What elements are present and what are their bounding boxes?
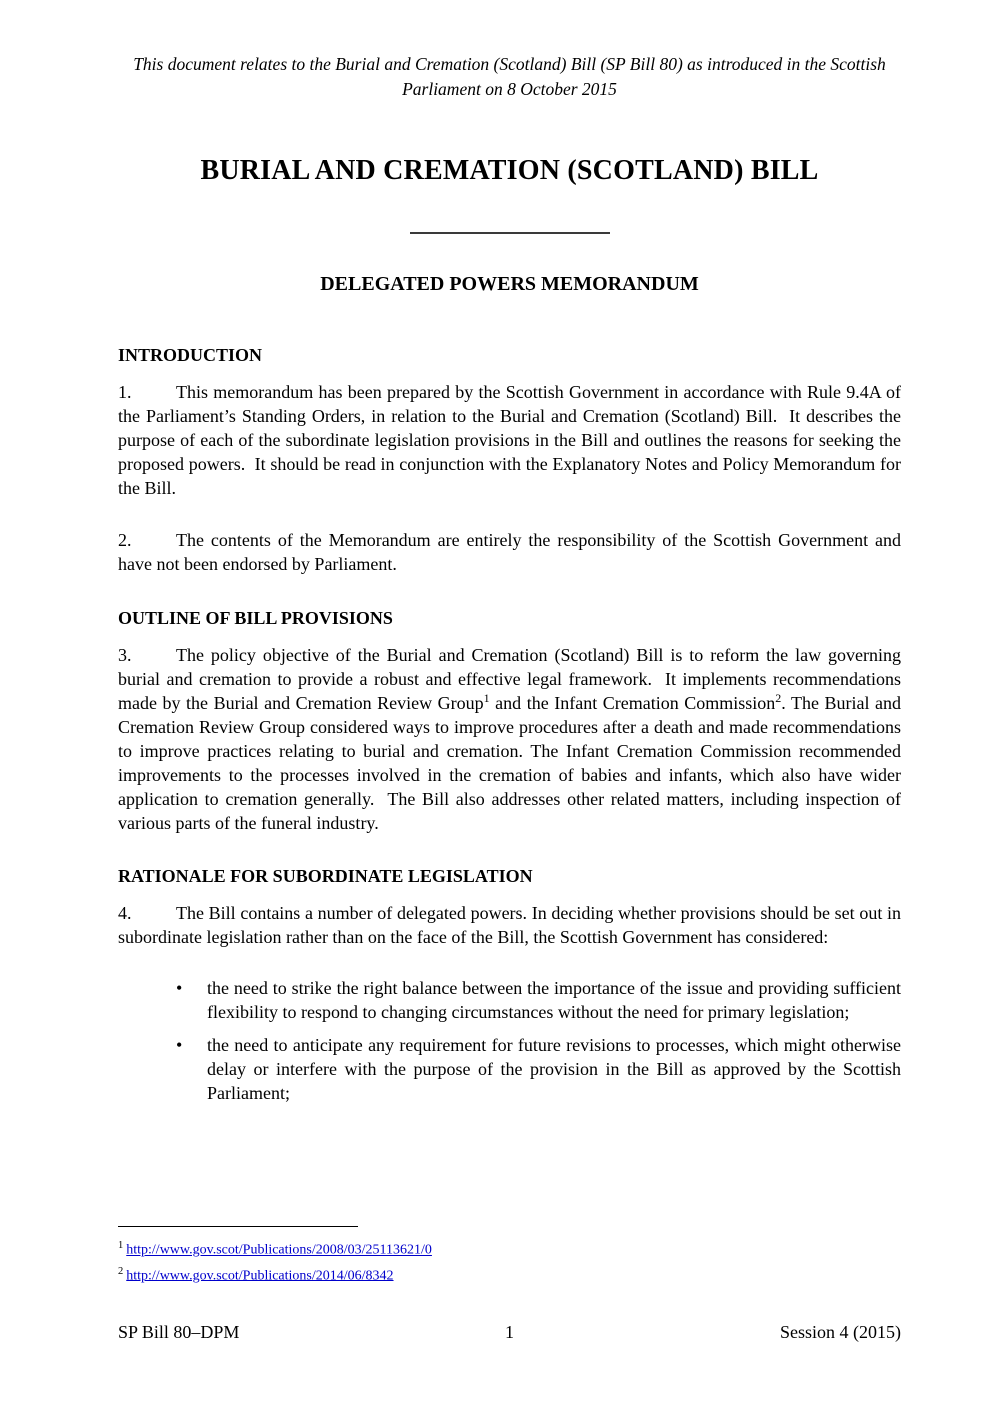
bullet-1-text: the need to strike the right balance between the importance of the issue and providing sufficient flexibility to respond to changing circumstances without the need for primary legislation;: [207, 978, 901, 1022]
paragraph-3-number: 3.: [118, 645, 132, 665]
footnote-1-link[interactable]: http://www.gov.scot/Publications/2008/03/25113621/0: [126, 1242, 432, 1258]
paragraph-4-text: The Bill contains a number of delegated powers. In deciding whether provisions should be set out in subordinate legislation rather than on the face of the Bill, the Scottish Government has considered:: [118, 903, 901, 947]
section-heading-introduction: INTRODUCTION: [118, 345, 263, 365]
paragraph-4-number: 4.: [118, 903, 132, 923]
footer-bill-reference: SP Bill 80–DPM: [118, 1322, 240, 1342]
bullet-icon: •: [176, 978, 183, 998]
list-item: [176, 976, 901, 1024]
paragraph-3-text-part1: The policy objective of the Burial and Cremation (Scotland) Bill is to reform the law governing burial and cremation to provide a robust and effective legal framework. It implements recommendations made by the Burial and Cremation Review Group: [118, 645, 901, 713]
footnote-ref-1: 1: [483, 691, 490, 705]
title-divider: [410, 232, 610, 234]
page-number: 1: [505, 1322, 514, 1342]
rationale-bullet-list: [118, 976, 901, 1105]
header-note: This document relates to the Burial and Cremation (Scotland) Bill (SP Bill 80) as introduced in the Scottish Parliament on 8 October 2015: [133, 54, 886, 99]
footnotes-area: [118, 1226, 432, 1286]
paragraph-3-text-part2: and the Infant Cremation Commission: [489, 693, 776, 713]
paragraph-1: [118, 380, 901, 500]
footer-session-label: Session 4 (2015): [780, 1322, 901, 1342]
paragraph-1-number: 1.: [118, 382, 132, 402]
paragraph-2-text: The contents of the Memorandum are entirely the responsibility of the Scottish Government and have not been endorsed by Parliament.: [118, 530, 901, 574]
footnote-2-link[interactable]: http://www.gov.scot/Publications/2014/06/8342: [126, 1268, 394, 1284]
paragraph-4: [118, 901, 901, 949]
paragraph-2-number: 2.: [118, 530, 132, 550]
section-heading-rationale: RATIONALE FOR SUBORDINATE LEGISLATION: [118, 866, 533, 886]
bullet-2-text: the need to anticipate any requirement for future revisions to processes, which might otherwise delay or interfere with the purpose of the provision in the Bill as approved by the Scottish Parliament;: [207, 1035, 901, 1103]
document-title: BURIAL AND CREMATION (SCOTLAND) BILL: [200, 155, 819, 186]
paragraph-1-text: This memorandum has been prepared by the Scottish Government in accordance with Rule 9.4A of the Parliament’s Standing Orders, in relation to the Burial and Cremation (Scotland) Bill. It describes the purpose of each of the subordinate legislation provisions in the Bill and outlines the reasons for seeking the proposed powers. It should be read in conjunction with the Explanatory Notes and Policy Memorandum for the Bill.: [118, 382, 901, 498]
list-item: [176, 1033, 901, 1105]
footnote-2-number: 2: [118, 1265, 124, 1277]
footnote-1: [118, 1235, 432, 1261]
bullet-icon: •: [176, 1035, 183, 1055]
paragraph-3-text-part3: . The Burial and Cremation Review Group considered ways to improve procedures after a death and made recommendations to improve practices relating to burial and cremation. The Infant Cremation Commission recommended improvements to the processes involved in the cremation of babies and infants, which also have wider application to cremation generally. The Bill also addresses other related matters, including inspection of various parts of the funeral industry.: [118, 693, 901, 833]
page-footer: [118, 1320, 901, 1344]
footnote-ref-2: 2: [775, 691, 782, 705]
footnote-1-number: 1: [118, 1240, 124, 1251]
paragraph-3: [118, 643, 901, 835]
footnote-separator: [118, 1226, 358, 1227]
paragraph-2: [118, 528, 901, 576]
footnote-2: [118, 1261, 432, 1287]
section-heading-outline: OUTLINE OF BILL PROVISIONS: [118, 608, 393, 628]
document-subtitle: DELEGATED POWERS MEMORANDUM: [320, 273, 699, 295]
